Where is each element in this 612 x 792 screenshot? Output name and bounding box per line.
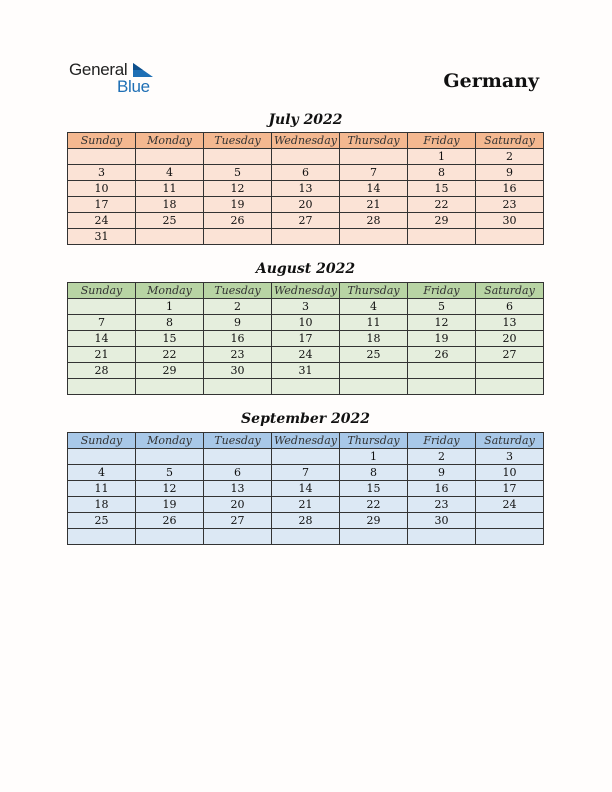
day-cell: 16: [476, 181, 544, 197]
day-cell: 22: [136, 347, 204, 363]
week-row: [68, 379, 544, 395]
day-cell: [340, 529, 408, 545]
week-row: [68, 213, 544, 229]
day-cell: 19: [136, 497, 204, 513]
day-cell: 5: [136, 465, 204, 481]
day-cell: 2: [204, 299, 272, 315]
day-cell: 4: [136, 165, 204, 181]
day-cell: 23: [408, 497, 476, 513]
day-cell: 27: [204, 513, 272, 529]
day-cell: 30: [408, 513, 476, 529]
day-cell: 19: [204, 197, 272, 213]
day-cell: 6: [204, 465, 272, 481]
day-cell: [340, 363, 408, 379]
week-row: [68, 229, 544, 245]
day-cell: 20: [204, 497, 272, 513]
day-cell: [476, 513, 544, 529]
day-cell: [476, 529, 544, 545]
day-cell: 23: [476, 197, 544, 213]
day-cell: [204, 379, 272, 395]
day-cell: [476, 379, 544, 395]
day-cell: [272, 229, 340, 245]
weekday-header-saturday: Saturday: [476, 283, 544, 299]
day-cell: 3: [68, 165, 136, 181]
day-cell: 8: [340, 465, 408, 481]
weekday-header-saturday: Saturday: [476, 133, 544, 149]
day-cell: 2: [408, 449, 476, 465]
day-cell: 18: [340, 331, 408, 347]
day-cell: 20: [272, 197, 340, 213]
week-row: [68, 363, 544, 379]
weekday-header-tuesday: Tuesday: [204, 433, 272, 449]
day-cell: 7: [272, 465, 340, 481]
day-cell: 17: [476, 481, 544, 497]
day-cell: [136, 449, 204, 465]
day-cell: 28: [68, 363, 136, 379]
day-cell: 28: [272, 513, 340, 529]
weekday-header-wednesday: Wednesday: [272, 283, 340, 299]
week-row: [68, 497, 544, 513]
month-title-august: August 2022: [255, 261, 356, 277]
day-cell: 21: [68, 347, 136, 363]
weekday-header-thursday: Thursday: [340, 133, 408, 149]
day-cell: 30: [204, 363, 272, 379]
day-cell: 16: [408, 481, 476, 497]
day-cell: 10: [476, 465, 544, 481]
day-cell: 8: [136, 315, 204, 331]
weekday-header-tuesday: Tuesday: [204, 283, 272, 299]
day-cell: 26: [204, 213, 272, 229]
weekday-header-wednesday: Wednesday: [272, 133, 340, 149]
week-row: [68, 449, 544, 465]
day-cell: 3: [476, 449, 544, 465]
day-cell: [272, 149, 340, 165]
day-cell: 11: [340, 315, 408, 331]
calendar-body: [68, 149, 544, 245]
month-title-july: July 2022: [268, 112, 343, 128]
day-cell: [204, 449, 272, 465]
day-cell: 25: [68, 513, 136, 529]
day-cell: 29: [408, 213, 476, 229]
week-row: [68, 513, 544, 529]
weekday-header-row: [68, 133, 544, 149]
weekday-header-thursday: Thursday: [340, 433, 408, 449]
week-row: [68, 181, 544, 197]
day-cell: [408, 363, 476, 379]
day-cell: [340, 229, 408, 245]
day-cell: 4: [340, 299, 408, 315]
day-cell: 27: [272, 213, 340, 229]
day-cell: 17: [68, 197, 136, 213]
day-cell: 30: [476, 213, 544, 229]
weekday-header-row: [68, 433, 544, 449]
day-cell: 10: [68, 181, 136, 197]
day-cell: 24: [272, 347, 340, 363]
weekday-header-sunday: Sunday: [68, 283, 136, 299]
day-cell: 9: [204, 315, 272, 331]
calendar-august: [67, 282, 544, 395]
day-cell: 5: [204, 165, 272, 181]
day-cell: [204, 149, 272, 165]
day-cell: [408, 379, 476, 395]
day-cell: 25: [340, 347, 408, 363]
day-cell: 7: [340, 165, 408, 181]
day-cell: 24: [68, 213, 136, 229]
day-cell: 25: [136, 213, 204, 229]
day-cell: [136, 229, 204, 245]
day-cell: 20: [476, 331, 544, 347]
week-row: [68, 331, 544, 347]
weekday-header-sunday: Sunday: [68, 433, 136, 449]
logo-text-blue: Blue: [117, 77, 150, 96]
day-cell: 12: [408, 315, 476, 331]
day-cell: 27: [476, 347, 544, 363]
day-cell: 1: [136, 299, 204, 315]
day-cell: 18: [136, 197, 204, 213]
week-row: [68, 165, 544, 181]
day-cell: 15: [340, 481, 408, 497]
day-cell: 1: [340, 449, 408, 465]
weekday-header-friday: Friday: [408, 283, 476, 299]
day-cell: 1: [408, 149, 476, 165]
day-cell: [272, 379, 340, 395]
day-cell: [408, 229, 476, 245]
weekday-header-friday: Friday: [408, 133, 476, 149]
day-cell: 11: [136, 181, 204, 197]
day-cell: 31: [272, 363, 340, 379]
day-cell: 15: [136, 331, 204, 347]
day-cell: 6: [272, 165, 340, 181]
weekday-header-row: [68, 283, 544, 299]
day-cell: 14: [340, 181, 408, 197]
week-row: [68, 299, 544, 315]
day-cell: 12: [204, 181, 272, 197]
week-row: [68, 481, 544, 497]
day-cell: [408, 529, 476, 545]
weekday-header-wednesday: Wednesday: [272, 433, 340, 449]
generalblue-logo: [69, 60, 169, 96]
day-cell: [68, 529, 136, 545]
day-cell: [68, 449, 136, 465]
weekday-header-thursday: Thursday: [340, 283, 408, 299]
week-row: [68, 529, 544, 545]
day-cell: [136, 379, 204, 395]
day-cell: 21: [272, 497, 340, 513]
day-cell: [204, 529, 272, 545]
day-cell: 10: [272, 315, 340, 331]
logo-text-general: General: [69, 60, 128, 79]
week-row: [68, 465, 544, 481]
day-cell: 5: [408, 299, 476, 315]
day-cell: 21: [340, 197, 408, 213]
country-title: Germany: [443, 70, 539, 92]
calendar-body: [68, 299, 544, 395]
day-cell: 18: [68, 497, 136, 513]
day-cell: 9: [476, 165, 544, 181]
day-cell: [340, 149, 408, 165]
day-cell: 3: [272, 299, 340, 315]
day-cell: 13: [272, 181, 340, 197]
day-cell: 17: [272, 331, 340, 347]
weekday-header-monday: Monday: [136, 433, 204, 449]
day-cell: [476, 229, 544, 245]
day-cell: 22: [408, 197, 476, 213]
day-cell: 26: [408, 347, 476, 363]
day-cell: 19: [408, 331, 476, 347]
week-row: [68, 197, 544, 213]
day-cell: 12: [136, 481, 204, 497]
week-row: [68, 149, 544, 165]
day-cell: [272, 529, 340, 545]
day-cell: 14: [68, 331, 136, 347]
day-cell: 15: [408, 181, 476, 197]
day-cell: 2: [476, 149, 544, 165]
day-cell: 8: [408, 165, 476, 181]
day-cell: 22: [340, 497, 408, 513]
day-cell: [204, 229, 272, 245]
day-cell: 9: [408, 465, 476, 481]
day-cell: [272, 449, 340, 465]
day-cell: 29: [136, 363, 204, 379]
day-cell: 31: [68, 229, 136, 245]
weekday-header-friday: Friday: [408, 433, 476, 449]
calendar-september: [67, 432, 544, 545]
calendar-body: [68, 449, 544, 545]
weekday-header-monday: Monday: [136, 133, 204, 149]
weekday-header-sunday: Sunday: [68, 133, 136, 149]
week-row: [68, 347, 544, 363]
weekday-header-tuesday: Tuesday: [204, 133, 272, 149]
day-cell: 7: [68, 315, 136, 331]
calendar-july: [67, 132, 544, 245]
day-cell: [68, 379, 136, 395]
day-cell: 13: [476, 315, 544, 331]
day-cell: [136, 529, 204, 545]
day-cell: 4: [68, 465, 136, 481]
weekday-header-monday: Monday: [136, 283, 204, 299]
day-cell: [68, 149, 136, 165]
day-cell: [136, 149, 204, 165]
logo-flag-icon: [133, 63, 153, 77]
week-row: [68, 315, 544, 331]
day-cell: 29: [340, 513, 408, 529]
month-title-september: September 2022: [241, 411, 370, 427]
day-cell: [340, 379, 408, 395]
day-cell: 11: [68, 481, 136, 497]
day-cell: 13: [204, 481, 272, 497]
day-cell: 23: [204, 347, 272, 363]
weekday-header-saturday: Saturday: [476, 433, 544, 449]
day-cell: 26: [136, 513, 204, 529]
day-cell: 28: [340, 213, 408, 229]
day-cell: 24: [476, 497, 544, 513]
day-cell: 14: [272, 481, 340, 497]
day-cell: 16: [204, 331, 272, 347]
day-cell: 6: [476, 299, 544, 315]
day-cell: [476, 363, 544, 379]
day-cell: [68, 299, 136, 315]
